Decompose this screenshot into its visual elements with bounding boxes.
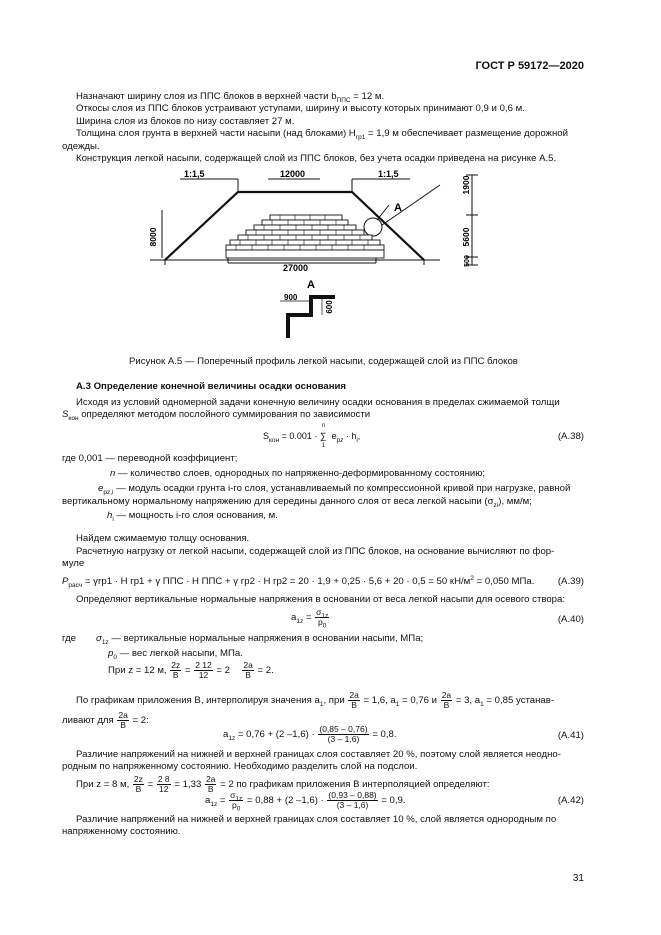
equation-a42: $a_{1z}$ = $\frac{\sigma_{1z}}{p_0}$ = 0,88 + (2 –1,6) · $\frac{(0,93 - 0,88)}{(3 - 1,6)}$ = 0,9. [205, 790, 406, 813]
para-3-cont: муле [62, 558, 85, 569]
para-7: При z = 8 м, $\frac{2z}{B}$ = $\frac{2 8}{12}$ = 1,33 $\frac{2a}{B}$ = 2 по графикам приложения В интерполяцией определяют: [76, 774, 490, 794]
page-number: 31 [572, 873, 584, 884]
section-title: А.3 Определение конечной величины осадки основания [76, 381, 347, 392]
para-5-cont: ливают для $\frac{2a}{B}$ = 2: [62, 710, 149, 730]
where-p0: $p_0$ — вес легкой насыпи, МПа. [108, 648, 243, 661]
slope-right-label: 1:1,5 [378, 169, 399, 179]
para-1-cont: $S_{кон}$ определяют методом послойного суммирования по зависимости [62, 409, 371, 422]
intro-line-3: Ширина слоя из блоков по низу составляет 27 м. [76, 116, 295, 127]
dim-top-label: 1900 [461, 175, 471, 195]
detail-label: A [307, 279, 315, 291]
intro-line-4: Толщина слоя грунта в верхней части насыпи (над блоками) $H_{гр1} = 1,9$ м обеспечивает размещение дорожной [76, 128, 568, 141]
figure-caption: Рисунок А.5 — Поперечный профиль легкой насыпи, содержащей слой из ППС блоков [129, 356, 518, 367]
equation-number-a42: (А.42) [557, 795, 584, 806]
where-line-2: n — количество слоев, однородных по напряженно-деформированному состоянию; [110, 468, 486, 479]
para-4: Определяют вертикальные нормальные напряжения в основании от веса легкой насыпи для осевого створа: [76, 594, 565, 605]
callout-label: A [394, 202, 402, 214]
calc-z12: При z = 12 м, $\frac{2z}{B}$ = $\frac{2 12}{12}$ = 2 $\frac{2a}{B}$ = 2. [108, 660, 274, 680]
equation-a40: $a_{1z}$ = $\frac{\sigma_{1z}}{p_0}$ [291, 607, 329, 630]
dim-bot-label: 500 [464, 255, 471, 267]
equation-number-a38: (А.38) [557, 431, 584, 442]
intro-line-2: Откосы слоя из ППС блоков устраивают уступами, ширину и высоту которых принимают 0,9 и 0,6 м. [76, 103, 525, 114]
equation-a38: $S_{кон} = 0.001$ · n ∑ 1 $e_{pz} \cdot h_i$, [263, 423, 361, 449]
document-code: ГОСТ Р 59172—2020 [475, 60, 584, 72]
where-line-4: $h_i$ — мощность i-го слоя основания, м. [107, 510, 278, 523]
bottom-width-label: 27000 [283, 263, 309, 273]
equation-a39: $P_{расч} = \gamma гр1 \cdot H$ гр1 + γ ППС · H ППС + γ гр2 · H гр2 = 20 · 1,9 + 0,25 · 5,6 + 20 · 0,5 = 50 $кН/м^2 = 0,050$ МПа. [62, 574, 535, 589]
equation-number-a39: (А.39) [557, 576, 584, 587]
para-6: Различие напряжений на нижней и верхней границах слоя составляет 20 %, поэтому слой является неодно- [76, 749, 561, 760]
equation-number-a40: (А.40) [557, 614, 584, 625]
slope-left-label: 1:1,5 [184, 169, 205, 179]
intro-line-5: Конструкция легкой насыпи, содержащей слой из ППС блоков, без учета осадки приведена на рисунке А.5. [76, 153, 557, 164]
equation-number-a41: (А.41) [557, 730, 584, 741]
dim-mid-label: 5600 [461, 227, 471, 247]
para-1: Исходя из условий одномерной задачи конечную величину осадки основания в пределах сжимаемой толщи [76, 397, 560, 408]
para-5: По графикам приложения В, интерполируя значения $a_1$, при $\frac{2a}{B}$ = 1,6, $a_1 = 0,76$ и $\frac{2a}{B}$ = 3, $a_1 = 0,85$ устанав- [76, 690, 555, 710]
where-line-3: $e_{pz,i}$ — модуль осадки грунта i-го слоя, устанавливаемый по компрессионной кривой при нагрузке, равной [98, 483, 571, 496]
embankment-figure [140, 165, 520, 340]
para-2: Найдем сжимаемую толщу основания. [76, 533, 250, 544]
intro-line-4-cont: одежды. [62, 141, 100, 152]
height-total-label: 8000 [148, 227, 158, 247]
detail-width-label: 900 [284, 293, 298, 302]
para-3: Расчетную нагрузку от легкой насыпи, содержащей слой из ППС блоков, на основание вычисляют по фор- [76, 546, 555, 557]
detail-height-label: 600 [325, 300, 334, 314]
top-width-label: 12000 [280, 169, 306, 179]
para-8: Различие напряжений на нижней и верхней границах слоя составляет 10 %, слой является однородным по [76, 814, 557, 825]
para-8-cont: напряженному состоянию. [62, 826, 181, 837]
where-sigma: где $\sigma_{1z}$ — вертикальные нормальные напряжения в основании насыпи, МПа; [62, 633, 424, 646]
equation-a41: $a_{1z} = 0,76 + (2$ –1,6) · $\frac{(0,85 - 0,76)}{(3 - 1,6)}$ = 0,8. [223, 724, 397, 744]
where-line-1: где 0,001 — переводной коэффициент; [62, 453, 238, 464]
where-line-3-cont: вертикальному нормальному напряжению для середины данного слоя от веса легкой насыпи $(\sigma_{zi})$, мм/м; [62, 496, 532, 509]
para-6-cont: родным по напряженному состоянию. Необходимо разделить слой на подслои. [62, 761, 418, 772]
intro-line-1: Назначают ширину слоя из ППС блоков в верхней части $b_{ППС} = 12$ м. [76, 91, 385, 104]
